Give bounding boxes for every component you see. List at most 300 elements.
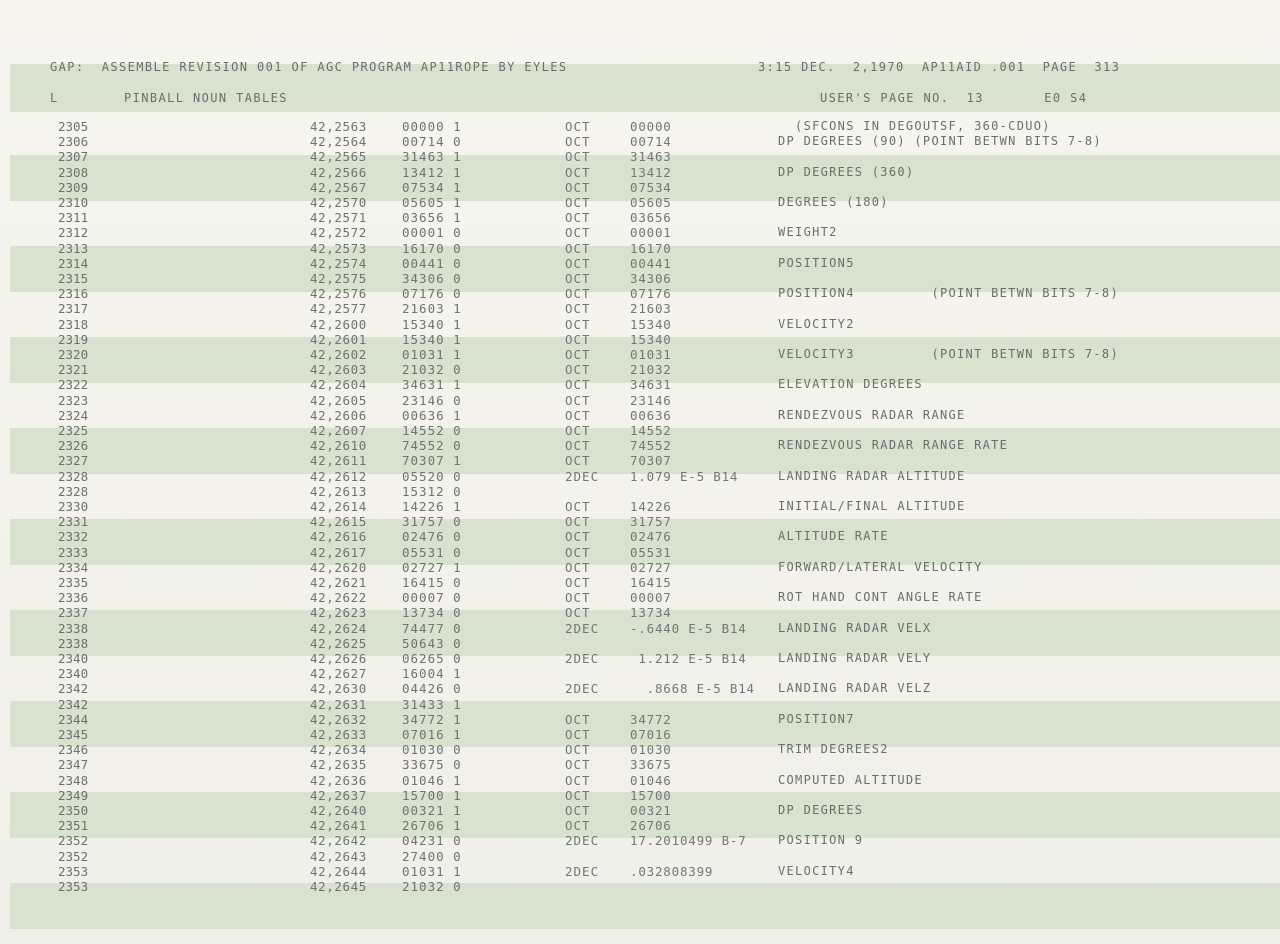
address: 42,2563 — [310, 119, 367, 134]
octal-word: 01031 1 — [402, 863, 462, 879]
operand: 15700 — [630, 787, 672, 803]
operand: 07016 — [630, 727, 672, 742]
address: 42,2576 — [310, 286, 367, 302]
line-number: 2345 — [58, 727, 89, 742]
address: 42,2641 — [310, 818, 367, 834]
line-number: 2331 — [58, 514, 89, 530]
comment: TRIM DEGREES2 — [778, 742, 889, 757]
operand: 01031 — [630, 347, 672, 362]
octal-word: 00321 1 — [402, 803, 462, 818]
line-number: 2340 — [58, 651, 89, 666]
opcode: OCT — [565, 392, 591, 408]
octal-word: 16415 0 — [402, 575, 462, 590]
listing-row — [0, 727, 1280, 742]
operand: 00007 — [630, 590, 672, 606]
opcode: OCT — [565, 544, 591, 560]
address: 42,2601 — [310, 331, 367, 347]
address: 42,2604 — [310, 377, 367, 393]
operand: 1.212 E-5 B14 — [630, 651, 747, 666]
operand: 1.079 E-5 B14 — [630, 468, 739, 484]
line-number: 2349 — [58, 787, 89, 803]
octal-word: 16170 0 — [402, 240, 462, 256]
comment: ELEVATION DEGREES — [778, 377, 923, 392]
listing-row — [0, 833, 1280, 848]
address: 42,2637 — [310, 787, 367, 803]
operand: 16170 — [630, 240, 672, 256]
line-number: 2327 — [58, 453, 89, 469]
listing-row — [0, 256, 1280, 271]
operand: 01046 — [630, 772, 672, 788]
octal-word: 15340 1 — [402, 316, 462, 332]
header-section-title: PINBALL NOUN TABLES — [124, 91, 288, 105]
comment: VELOCITY3 (POINT BETWN BITS 7-8) — [778, 347, 1119, 361]
opcode: OCT — [565, 119, 591, 134]
operand: 13734 — [630, 605, 672, 621]
listing-row — [0, 423, 1280, 438]
comment: POSITION7 — [778, 711, 855, 726]
line-number: 2320 — [58, 347, 89, 362]
line-number: 2353 — [58, 879, 89, 894]
opcode: OCT — [565, 316, 591, 332]
octal-word: 00636 1 — [402, 407, 462, 423]
header-right: 3:15 DEC. 2,1970 AP11AID .001 PAGE 313 — [758, 60, 1121, 74]
listing-row — [0, 377, 1280, 392]
listing-row — [0, 575, 1280, 590]
comment: INITIAL/FINAL ALTITUDE — [778, 499, 966, 513]
operand: .032808399 — [630, 863, 714, 879]
listing-row — [0, 393, 1280, 408]
address: 42,2631 — [310, 696, 367, 712]
line-number: 2335 — [58, 575, 89, 590]
comment: WEIGHT2 — [778, 225, 838, 240]
line-number: 2308 — [58, 164, 89, 180]
listing-row — [0, 484, 1280, 499]
comment: POSITION4 (POINT BETWN BITS 7-8) — [778, 286, 1119, 301]
operand: 31463 — [630, 149, 672, 165]
address: 42,2634 — [310, 742, 367, 758]
address: 42,2575 — [310, 271, 367, 286]
listing-row — [0, 864, 1280, 879]
opcode: OCT — [565, 149, 591, 165]
opcode: OCT — [565, 514, 591, 530]
listing-row — [0, 757, 1280, 772]
listing-row — [0, 742, 1280, 757]
opcode: OCT — [565, 362, 591, 378]
operand: 05531 — [630, 544, 672, 560]
operand: 07176 — [630, 286, 672, 302]
listing-row — [0, 681, 1280, 696]
listing-row — [0, 651, 1280, 666]
operand: 31757 — [630, 514, 672, 530]
line-number: 2350 — [58, 803, 89, 818]
operand: 00321 — [630, 803, 672, 818]
octal-word: 13412 1 — [402, 164, 462, 180]
octal-word: 21032 0 — [402, 879, 462, 894]
opcode: OCT — [565, 210, 591, 226]
operand: 14552 — [630, 423, 672, 438]
comment: VELOCITY2 — [778, 316, 855, 331]
comment: DP DEGREES (360) — [778, 164, 915, 179]
comment: ALTITUDE RATE — [778, 529, 889, 544]
comment: FORWARD/LATERAL VELOCITY — [778, 559, 983, 574]
operand: 00441 — [630, 255, 672, 271]
line-number: 2321 — [58, 362, 89, 378]
listing-row — [0, 301, 1280, 316]
opcode: 2DEC — [565, 681, 600, 697]
operand: 70307 — [630, 453, 672, 469]
operand: 00714 — [630, 134, 672, 150]
listing-row — [0, 241, 1280, 256]
listing-row — [0, 788, 1280, 803]
address: 42,2616 — [310, 529, 367, 545]
opcode: OCT — [565, 407, 591, 423]
address: 42,2573 — [310, 240, 367, 256]
octal-word: 04231 0 — [402, 833, 462, 849]
octal-word: 00441 0 — [402, 255, 462, 271]
line-number: 2312 — [58, 225, 89, 241]
line-number: 2352 — [58, 848, 89, 864]
address: 42,2625 — [310, 635, 367, 651]
octal-word: 21603 1 — [402, 301, 462, 317]
opcode: OCT — [565, 377, 591, 393]
address: 42,2605 — [310, 392, 367, 408]
comment: LANDING RADAR VELY — [778, 651, 932, 665]
opcode: OCT — [565, 438, 591, 454]
operand: 13412 — [630, 164, 672, 180]
comment: DP DEGREES (90) (POINT BETWN BITS 7-8) — [778, 134, 1102, 149]
comment: RENDEZVOUS RADAR RANGE RATE — [778, 438, 1009, 453]
address: 42,2611 — [310, 453, 367, 469]
opcode: OCT — [565, 757, 591, 773]
octal-word: 21032 0 — [402, 362, 462, 378]
address: 42,2607 — [310, 423, 367, 438]
listing-row — [0, 438, 1280, 453]
opcode: OCT — [565, 134, 591, 150]
octal-word: 50643 0 — [402, 635, 462, 651]
operand: 21032 — [630, 362, 672, 378]
octal-word: 74477 0 — [402, 620, 462, 636]
address: 42,2626 — [310, 651, 367, 666]
octal-word: 13734 0 — [402, 605, 462, 621]
address: 42,2574 — [310, 255, 367, 271]
address: 42,2614 — [310, 499, 367, 514]
listing-row — [0, 317, 1280, 332]
octal-word: 34631 1 — [402, 377, 462, 393]
operand: 15340 — [630, 316, 672, 332]
line-number: 2306 — [58, 134, 89, 150]
line-number: 2319 — [58, 331, 89, 347]
operand: 33675 — [630, 757, 672, 773]
operand: 17.2010499 B-7 — [630, 833, 747, 849]
operand: 26706 — [630, 818, 672, 834]
listing-row — [0, 347, 1280, 362]
line-number: 2338 — [58, 620, 89, 636]
opcode: OCT — [565, 818, 591, 834]
comment: LANDING RADAR ALTITUDE — [778, 468, 966, 483]
listing-row — [0, 286, 1280, 301]
address: 42,2633 — [310, 727, 367, 742]
octal-word: 15312 0 — [402, 483, 462, 499]
octal-word: 34772 1 — [402, 711, 462, 727]
address: 42,2564 — [310, 134, 367, 150]
octal-word: 31433 1 — [402, 696, 462, 712]
comment: (SFCONS IN DEGOUTSF, 360-CDUO) — [778, 119, 1051, 133]
listing-row — [0, 149, 1280, 164]
address: 42,2623 — [310, 605, 367, 621]
address: 42,2567 — [310, 179, 367, 195]
octal-word: 00007 0 — [402, 590, 462, 606]
line-number: 2305 — [58, 119, 89, 134]
line-number: 2344 — [58, 711, 89, 727]
listing-row — [0, 332, 1280, 347]
octal-word: 01031 1 — [402, 347, 462, 362]
address: 42,2612 — [310, 468, 367, 484]
listing-row — [0, 560, 1280, 575]
opcode: OCT — [565, 453, 591, 469]
listing-row — [0, 165, 1280, 180]
octal-word: 33675 0 — [402, 757, 462, 773]
listing-row — [0, 666, 1280, 681]
line-number: 2333 — [58, 544, 89, 560]
opcode: 2DEC — [565, 620, 600, 636]
listing-row — [0, 499, 1280, 514]
octal-word: 01046 1 — [402, 772, 462, 788]
line-number: 2316 — [58, 286, 89, 302]
listing-row — [0, 225, 1280, 240]
comment: POSITION 9 — [778, 833, 864, 848]
listing-row — [0, 195, 1280, 210]
comment: ROT HAND CONT ANGLE RATE — [778, 590, 983, 605]
listing-row — [0, 712, 1280, 727]
octal-word: 00001 0 — [402, 225, 462, 241]
line-number: 2322 — [58, 377, 89, 393]
operand: .8668 E-5 B14 — [630, 681, 755, 697]
operand: 02476 — [630, 529, 672, 545]
comment: RENDEZVOUS RADAR RANGE — [778, 407, 966, 422]
opcode: OCT — [565, 164, 591, 180]
opcode: OCT — [565, 225, 591, 241]
line-number: 2348 — [58, 772, 89, 788]
listing-row — [0, 818, 1280, 833]
line-number: 2334 — [58, 559, 89, 575]
listing-row — [0, 514, 1280, 529]
octal-word: 07176 0 — [402, 286, 462, 302]
comment: DEGREES (180) — [778, 195, 889, 209]
operand: 05605 — [630, 195, 672, 210]
line-number: 2337 — [58, 605, 89, 621]
octal-word: 05531 0 — [402, 544, 462, 560]
address: 42,2635 — [310, 757, 367, 773]
opcode: 2DEC — [565, 651, 600, 666]
operand: 14226 — [630, 499, 672, 514]
opcode: OCT — [565, 711, 591, 727]
opcode: OCT — [565, 255, 591, 271]
line-number: 2311 — [58, 210, 89, 226]
address: 42,2636 — [310, 772, 367, 788]
line-number: 2347 — [58, 757, 89, 773]
opcode: OCT — [565, 347, 591, 362]
address: 42,2617 — [310, 544, 367, 560]
line-number: 2346 — [58, 742, 89, 758]
comment: POSITION5 — [778, 255, 855, 270]
opcode: OCT — [565, 271, 591, 286]
line-number: 2336 — [58, 590, 89, 606]
listing-row — [0, 180, 1280, 195]
address: 42,2606 — [310, 407, 367, 423]
octal-word: 27400 0 — [402, 848, 462, 864]
opcode: OCT — [565, 195, 591, 210]
octal-word: 15340 1 — [402, 331, 462, 347]
operand: 03656 — [630, 210, 672, 226]
listing-row — [0, 621, 1280, 636]
header-listing-code: L — [50, 91, 59, 105]
listing-row — [0, 803, 1280, 818]
address: 42,2577 — [310, 301, 367, 317]
octal-word: 07534 1 — [402, 179, 462, 195]
octal-word: 14226 1 — [402, 499, 462, 514]
comment: VELOCITY4 — [778, 863, 855, 878]
octal-word: 02476 0 — [402, 529, 462, 545]
address: 42,2624 — [310, 620, 367, 636]
comment: COMPUTED ALTITUDE — [778, 772, 923, 787]
address: 42,2640 — [310, 803, 367, 818]
operand: 15340 — [630, 331, 672, 347]
listing-row — [0, 605, 1280, 620]
operand: 34306 — [630, 271, 672, 286]
operand: 01030 — [630, 742, 672, 758]
address: 42,2603 — [310, 362, 367, 378]
address: 42,2630 — [310, 681, 367, 697]
listing-row — [0, 879, 1280, 894]
octal-word: 31463 1 — [402, 149, 462, 165]
line-number: 2328 — [58, 483, 89, 499]
line-number: 2352 — [58, 833, 89, 849]
address: 42,2613 — [310, 483, 367, 499]
octal-word: 31757 0 — [402, 514, 462, 530]
listing-row — [0, 529, 1280, 544]
line-number: 2318 — [58, 316, 89, 332]
octal-word: 74552 0 — [402, 438, 462, 454]
listing-row — [0, 697, 1280, 712]
opcode: OCT — [565, 301, 591, 317]
address: 42,2565 — [310, 149, 367, 165]
listing-row — [0, 636, 1280, 651]
opcode: 2DEC — [565, 863, 600, 879]
opcode: OCT — [565, 803, 591, 818]
line-number: 2313 — [58, 240, 89, 256]
listing-row — [0, 590, 1280, 605]
line-number: 2309 — [58, 179, 89, 195]
opcode: OCT — [565, 772, 591, 788]
header-user-page: USER'S PAGE NO. 13 E0 S4 — [820, 91, 1088, 105]
octal-word: 02727 1 — [402, 559, 462, 575]
octal-word: 15700 1 — [402, 787, 462, 803]
address: 42,2566 — [310, 164, 367, 180]
line-number: 2330 — [58, 499, 89, 514]
address: 42,2643 — [310, 848, 367, 864]
opcode: OCT — [565, 423, 591, 438]
address: 42,2570 — [310, 195, 367, 210]
operand: 00001 — [630, 225, 672, 241]
operand: 00636 — [630, 407, 672, 423]
listing-row — [0, 545, 1280, 560]
operand: -.6440 E-5 B14 — [630, 620, 747, 636]
address: 42,2602 — [310, 347, 367, 362]
listing-row — [0, 271, 1280, 286]
line-number: 2314 — [58, 255, 89, 271]
opcode: OCT — [565, 331, 591, 347]
listing-row — [0, 134, 1280, 149]
octal-word: 23146 0 — [402, 392, 462, 408]
line-number: 2317 — [58, 301, 89, 317]
line-number: 2326 — [58, 438, 89, 454]
address: 42,2644 — [310, 863, 367, 879]
address: 42,2610 — [310, 438, 367, 454]
line-number: 2310 — [58, 195, 89, 210]
address: 42,2622 — [310, 590, 367, 606]
comment: DP DEGREES — [778, 803, 864, 817]
octal-word: 03656 1 — [402, 210, 462, 226]
comment: LANDING RADAR VELX — [778, 620, 932, 635]
listing-row — [0, 408, 1280, 423]
comment: LANDING RADAR VELZ — [778, 681, 932, 696]
listing-row — [0, 453, 1280, 468]
opcode: OCT — [565, 559, 591, 575]
opcode: 2DEC — [565, 468, 600, 484]
line-number: 2342 — [58, 681, 89, 697]
header-left: GAP: ASSEMBLE REVISION 001 OF AGC PROGRAM AP11ROPE BY EYLES — [50, 60, 568, 74]
octal-word: 01030 0 — [402, 742, 462, 758]
octal-word: 14552 0 — [402, 423, 462, 438]
line-number: 2328 — [58, 468, 89, 484]
operand: 34631 — [630, 377, 672, 393]
octal-word: 07016 1 — [402, 727, 462, 742]
opcode: OCT — [565, 240, 591, 256]
octal-word: 26706 1 — [402, 818, 462, 834]
address: 42,2571 — [310, 210, 367, 226]
address: 42,2645 — [310, 879, 367, 894]
address: 42,2572 — [310, 225, 367, 241]
address: 42,2632 — [310, 711, 367, 727]
line-number: 2351 — [58, 818, 89, 834]
octal-word: 16004 1 — [402, 666, 462, 682]
operand: 07534 — [630, 179, 672, 195]
octal-word: 05605 1 — [402, 195, 462, 210]
address: 42,2627 — [310, 666, 367, 682]
line-number: 2323 — [58, 392, 89, 408]
opcode: OCT — [565, 286, 591, 302]
opcode: OCT — [565, 575, 591, 590]
operand: 16415 — [630, 575, 672, 590]
address: 42,2615 — [310, 514, 367, 530]
opcode: 2DEC — [565, 833, 600, 849]
operand: 74552 — [630, 438, 672, 454]
operand: 02727 — [630, 559, 672, 575]
opcode: OCT — [565, 727, 591, 742]
line-number: 2307 — [58, 149, 89, 165]
listing-row — [0, 469, 1280, 484]
operand: 23146 — [630, 392, 672, 408]
octal-word: 00000 1 — [402, 119, 462, 134]
line-number: 2353 — [58, 863, 89, 879]
listing-row — [0, 849, 1280, 864]
operand: 34772 — [630, 711, 672, 727]
address: 42,2642 — [310, 833, 367, 849]
line-number: 2315 — [58, 271, 89, 286]
opcode: OCT — [565, 179, 591, 195]
octal-word: 06265 0 — [402, 651, 462, 666]
line-number: 2342 — [58, 696, 89, 712]
